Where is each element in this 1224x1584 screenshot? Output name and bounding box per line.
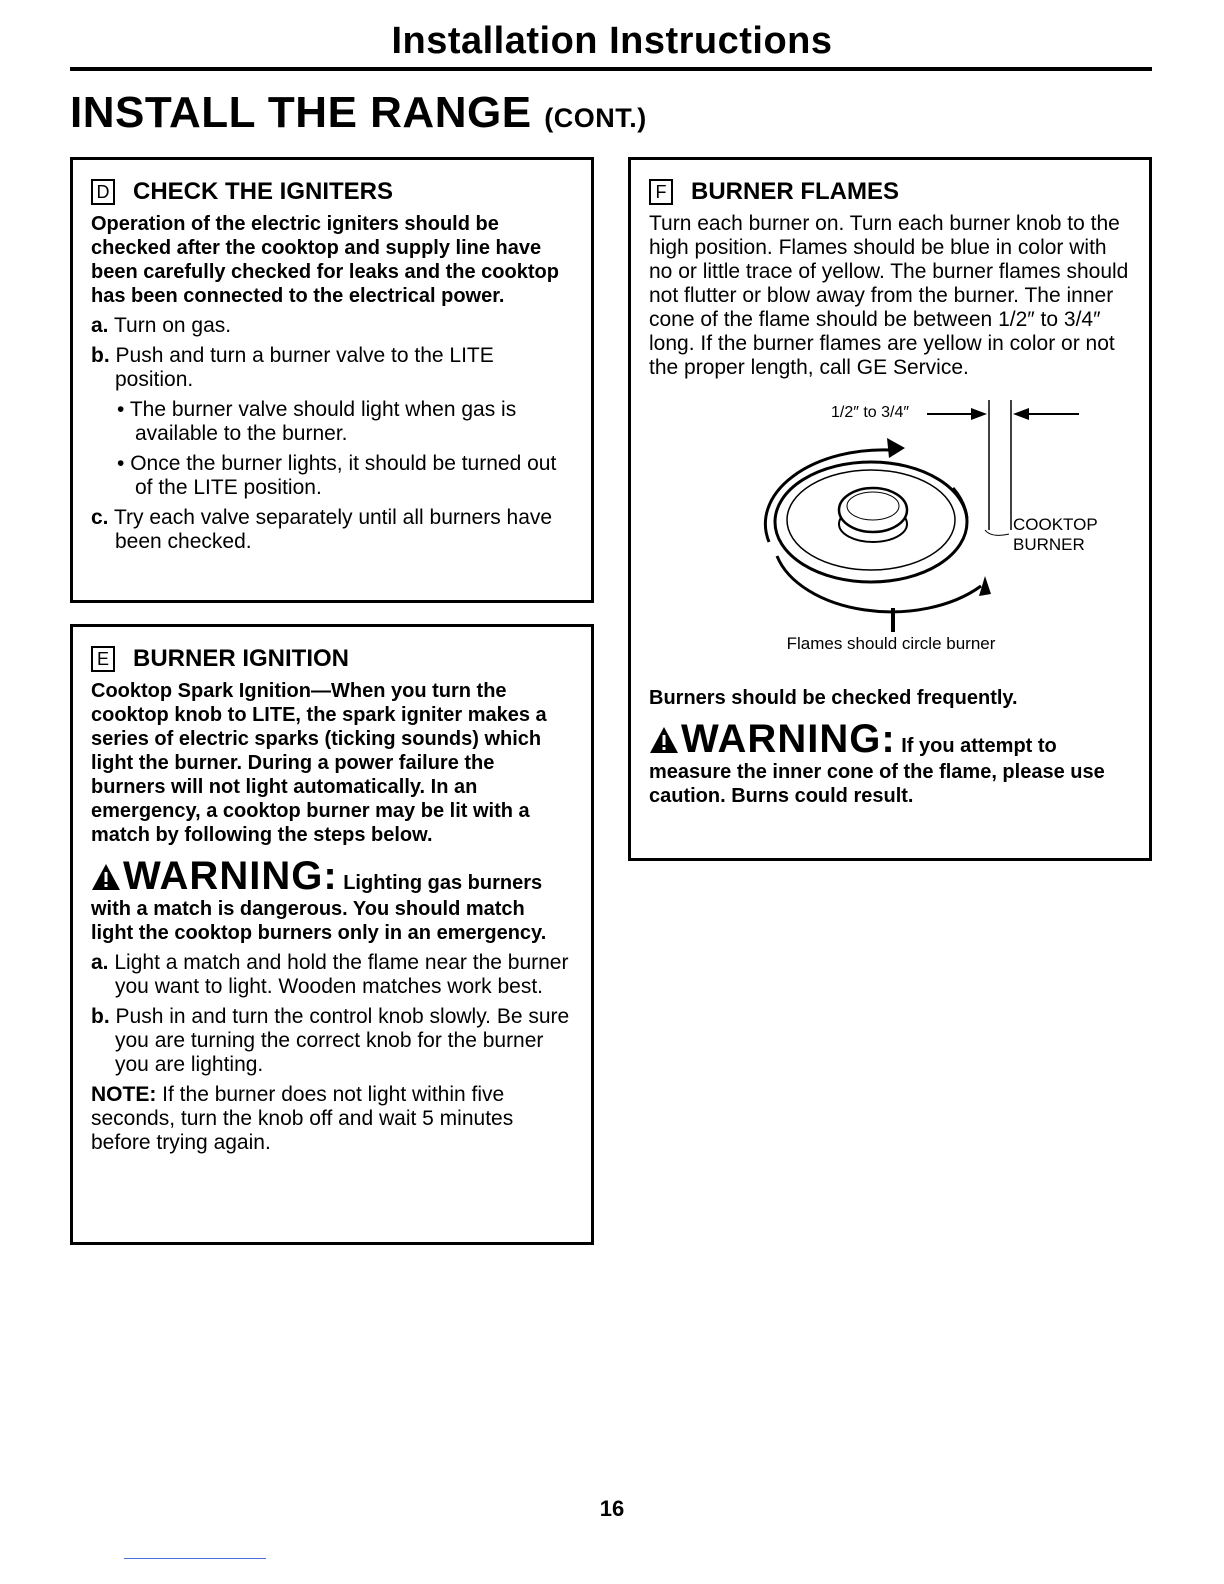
section-title-text: INSTALL THE RANGE: [70, 88, 532, 137]
burner-flames-box: [628, 157, 1152, 861]
step-text: Light a match and hold the flame near the burner you want to light. Wooden matches work best.: [114, 951, 569, 998]
burner-flames-body: Turn each burner on. Turn each burner knob to the high position. Flames should be blue in color with no or little trace of yellow. The burner flames should not flutter or blow away from the burner. The inner cone of the flame should be between 1/2″ to 3/4″ long. If the burner flames are yellow in color or not the proper length, call GE Service.: [649, 212, 1129, 379]
step-label: b.: [91, 344, 110, 367]
check-igniters-title: CHECK THE IGNITERS: [133, 178, 394, 205]
label-burner: BURNER: [1013, 535, 1085, 554]
warning-label-text: WARNING:: [123, 854, 338, 898]
header-rule: [70, 67, 1152, 71]
cooktop-burner-label: [1013, 515, 1098, 555]
check-igniters-intro: Operation of the electric igniters should be checked after the cooktop and supply line have been carefully checked for leaks and the cooktop has been connected to the electrical power.: [91, 213, 559, 307]
burner-ignition-step-b: [91, 1005, 571, 1077]
check-igniters-step-a: [91, 314, 571, 338]
step-text: Try each valve separately until all burners have been checked.: [113, 506, 553, 553]
page-number: 16: [599, 1496, 625, 1521]
burner-flames-heading: [649, 178, 1129, 206]
check-igniters-box: [70, 157, 594, 603]
burner-ignition-step-a: [91, 951, 571, 999]
step-letter-badge: F: [649, 179, 673, 205]
note-text: If the burner does not light within five seconds, turn the knob off and wait 5 minutes before trying again.: [91, 1083, 514, 1154]
footer-rule: [124, 1558, 266, 1559]
check-igniters-step-c: [91, 506, 571, 554]
step-letter-badge: E: [91, 646, 115, 672]
step-text: Turn on gas.: [113, 314, 232, 337]
warning-triangle-icon: [91, 863, 121, 891]
section-title: [70, 88, 647, 138]
step-label: a.: [91, 314, 109, 337]
warning-text: If you attempt to measure the inner cone of the flame, please use caution. Burns could result.: [649, 735, 1105, 807]
diagram-caption: Flames should circle burner: [786, 634, 996, 653]
burner-flame-diagram: [649, 390, 1133, 680]
burner-ignition-box: [70, 624, 594, 1245]
check-igniters-step-b: [91, 344, 571, 392]
step-letter-badge: D: [91, 179, 115, 205]
burner-flames-title: BURNER FLAMES: [691, 178, 899, 205]
label-cooktop: COOKTOP: [1013, 515, 1098, 534]
burner-ignition-intro: Cooktop Spark Ignition—When you turn the cooktop knob to LITE, the spark igniter makes a series of electric sparks (ticking sounds) which light the burner. During a power failure the burners will not light automatically. In an emergency, a cooktop burner may be lit with a match by following the steps below.: [91, 680, 547, 846]
burner-check-note: Burners should be checked frequently.: [649, 687, 1018, 709]
warning-label-text: WARNING:: [681, 717, 896, 761]
page-header-title: Installation Instructions: [391, 20, 833, 62]
check-igniters-heading: [91, 178, 571, 206]
bullet-text: Once the burner lights, it should be turned out of the LITE position.: [130, 452, 557, 499]
warning-triangle-icon: [649, 726, 679, 754]
warning-text: Lighting gas burners with a match is dangerous. You should match light the cooktop burners only in an emergency.: [91, 872, 547, 944]
step-text: Push and turn a burner valve to the LITE position.: [115, 344, 494, 391]
burner-ignition-title: BURNER IGNITION: [133, 645, 349, 672]
warning-label: [649, 717, 896, 761]
step-label: b.: [91, 1005, 110, 1028]
burner-ignition-warning: [91, 855, 571, 945]
burner-ignition-heading: [91, 645, 571, 673]
step-text: Push in and turn the control knob slowly. Be sure you are turning the correct knob for the burner you are lighting.: [115, 1005, 570, 1076]
burner-ignition-note: [91, 1083, 571, 1155]
section-title-cont: (CONT.): [544, 103, 647, 133]
bullet-text: The burner valve should light when gas is available to the burner.: [129, 398, 517, 445]
check-igniters-bullet-2: • Once the burner lights, it should be turned out of the LITE position.: [117, 452, 557, 499]
burner-flames-warning: [649, 718, 1129, 808]
measurement-label: 1/2″ to 3/4″: [831, 404, 910, 421]
step-label: c.: [91, 506, 109, 529]
check-igniters-bullet-1: • The burner valve should light when gas is available to the burner.: [117, 398, 517, 445]
warning-label: [91, 854, 338, 898]
note-label: NOTE:: [91, 1083, 157, 1106]
step-label: a.: [91, 951, 109, 974]
